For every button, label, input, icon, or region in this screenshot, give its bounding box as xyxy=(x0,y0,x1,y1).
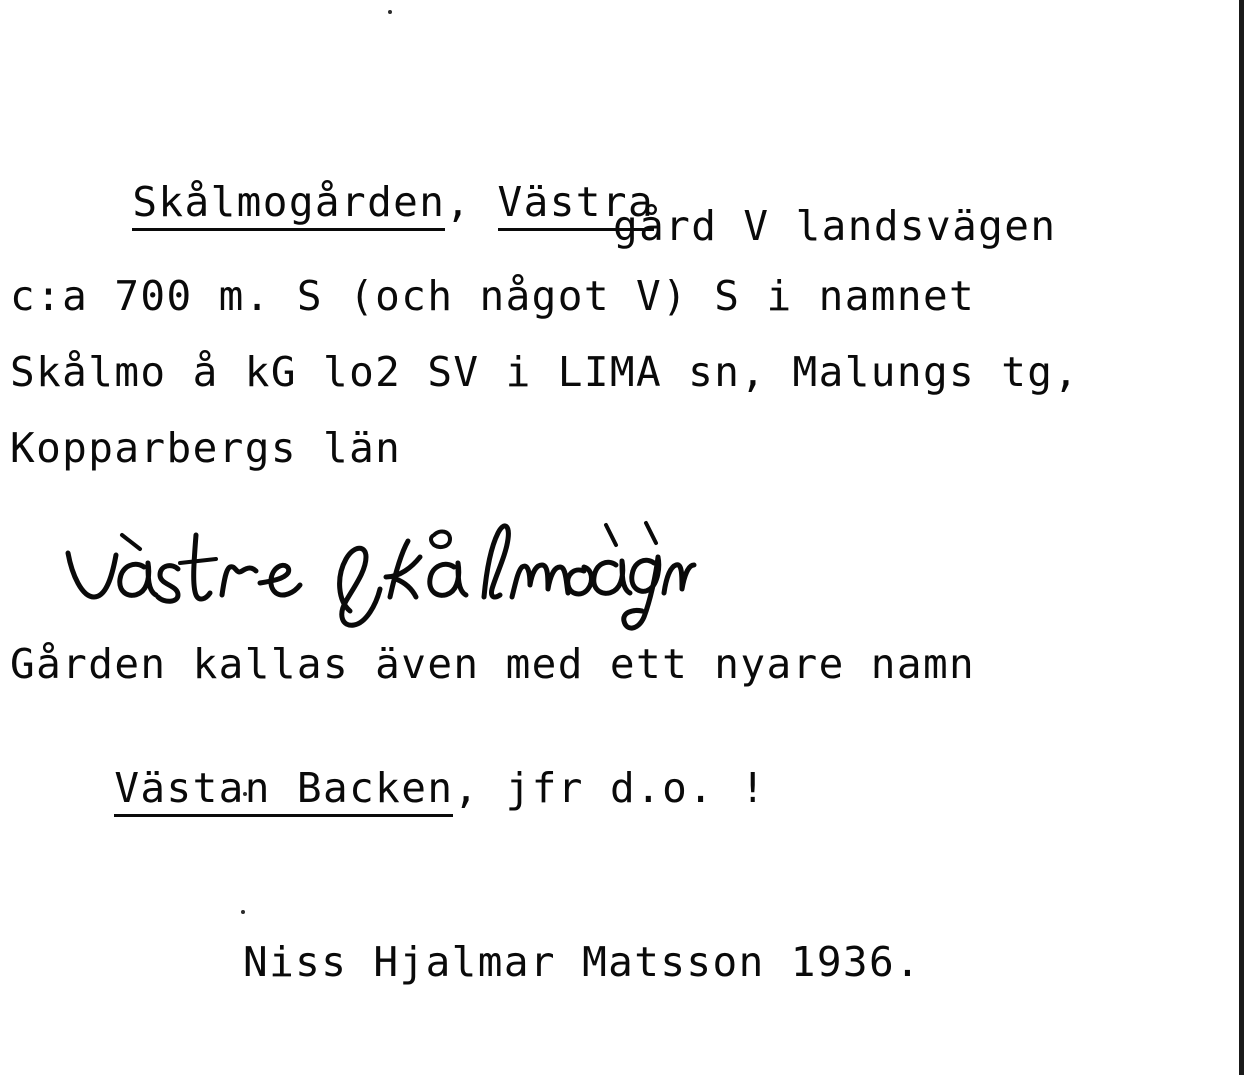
attribution-line: Niss Hjalmar Matsson 1936. xyxy=(243,938,922,986)
scan-edge-artifact xyxy=(1231,0,1244,1075)
scan-speck xyxy=(388,10,392,14)
line-alt-name xyxy=(10,716,766,860)
line-location: gård V landsvägen xyxy=(613,202,1057,250)
line-distance: c:a 700 m. S (och något V) S i namnet xyxy=(10,272,976,320)
alt-name-rest: , jfr d.o. ! xyxy=(453,764,767,812)
scan-speck xyxy=(241,910,245,914)
headword-qualifier: Västra xyxy=(498,178,655,231)
line-county: Kopparbergs län xyxy=(10,424,402,472)
line-note-1: Gården kallas även med ett nyare namn xyxy=(10,640,976,688)
card-headword xyxy=(28,130,654,274)
alt-name-underlined: Västan Backen xyxy=(114,764,453,817)
headword-separator: , xyxy=(445,178,498,226)
headword-text: Skålmogården xyxy=(132,178,445,231)
handwritten-dialect-form xyxy=(60,505,700,635)
line-parish: Skålmo å kG lo2 SV i LIMA sn, Malungs tg, xyxy=(10,348,1080,396)
